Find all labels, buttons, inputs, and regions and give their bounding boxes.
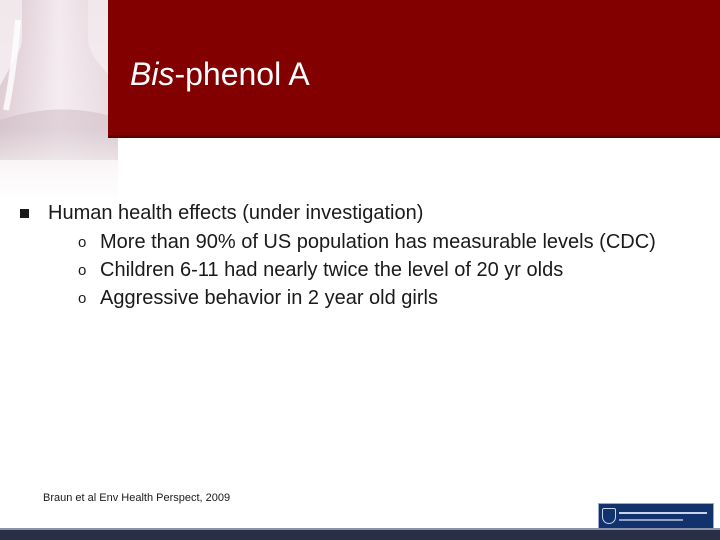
slide-content [20,200,710,310]
seal-icon [602,508,616,524]
sub-bullet-text: More than 90% of US population has measurable levels (CDC) [100,231,656,253]
sub-bullet-marker: o [78,234,87,251]
slide-title [130,54,310,94]
title-rest-part: -phenol A [174,56,310,92]
title-bar-edge [108,135,720,138]
sub-bullet-marker: o [78,262,87,279]
sub-bullet-text: Children 6-11 had nearly twice the level of 20 yr olds [100,259,564,281]
sub-bullet-marker: o [78,290,87,307]
main-bullet-text: Human health effects (under investigation) [48,202,424,224]
citation: Braun et al Env Health Perspect, 2009 [43,492,231,504]
bottom-band [0,530,720,540]
logo-text-line [619,512,707,514]
flask-decoration-icon [0,0,118,200]
square-bullet-icon [20,209,29,218]
title-italic-part: Bis [130,56,175,92]
sub-bullet-item [78,230,710,254]
sub-bullet-list [20,230,710,310]
sub-bullet-item [78,258,710,282]
logo-text-line [619,519,683,521]
main-bullet [20,200,710,226]
sub-bullet-text: Aggressive behavior in 2 year old girls [100,287,438,309]
sub-bullet-item [78,286,710,310]
university-logo-icon [598,503,714,529]
